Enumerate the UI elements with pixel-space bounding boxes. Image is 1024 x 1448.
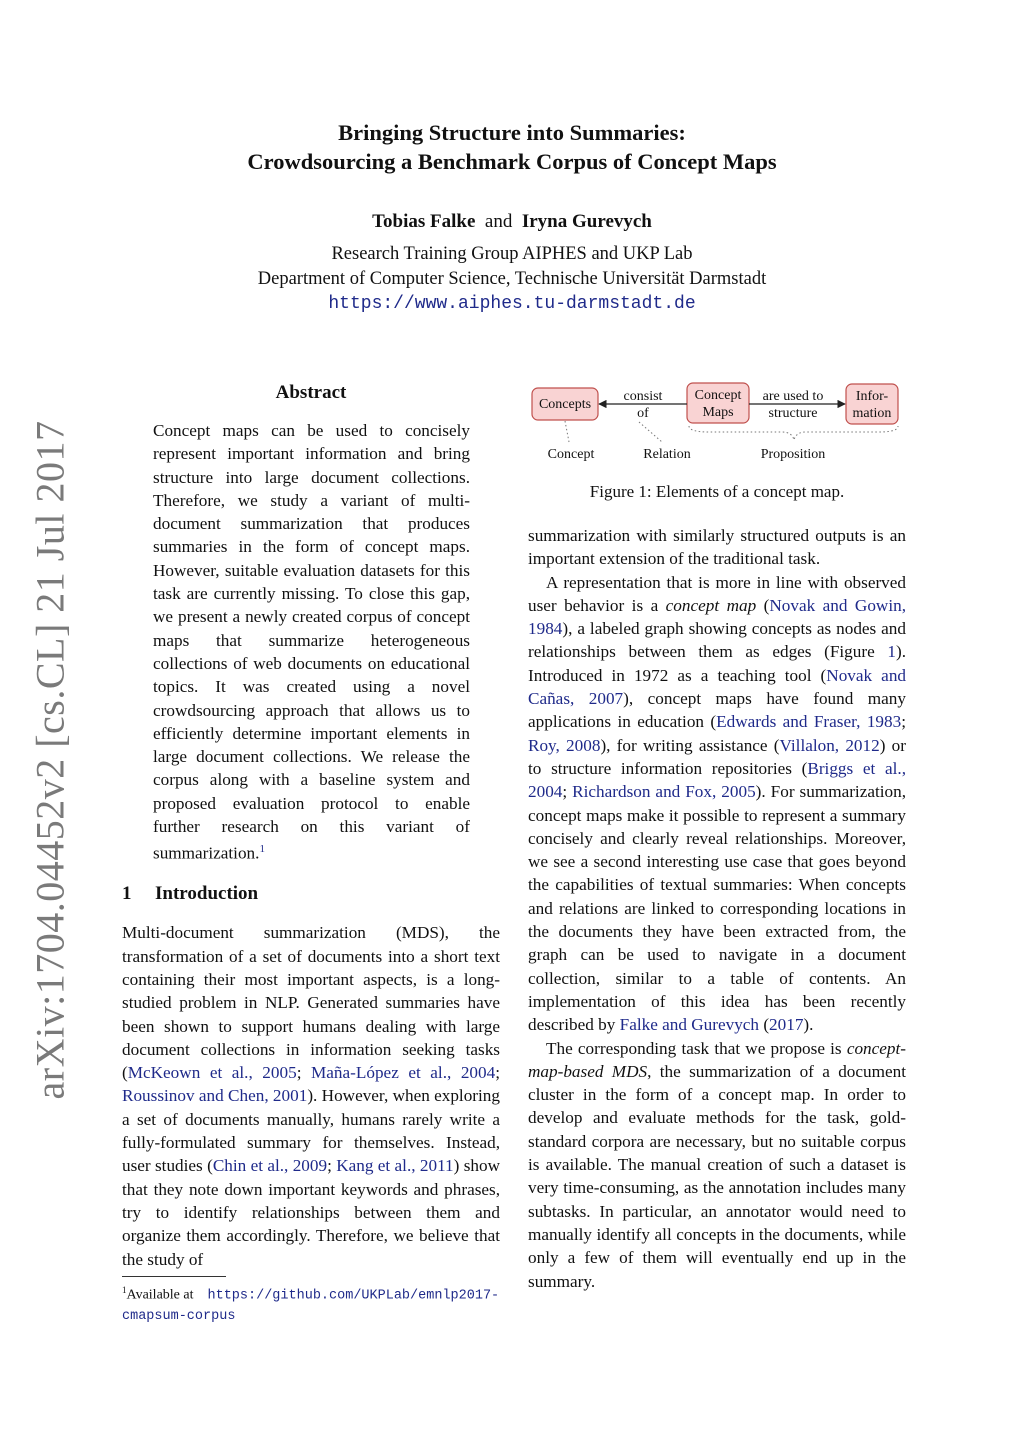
footnote-1-mark[interactable]: 1 <box>259 843 265 856</box>
text-span: A representation that is more in line with observed user behavior is a <box>528 572 906 615</box>
text-span: ; <box>327 1156 337 1176</box>
text-span: ). <box>803 1015 814 1035</box>
citation-kang-2011[interactable]: Kang et al., 2011 <box>336 1156 454 1176</box>
intro-paragraph-1 <box>122 921 500 1270</box>
affiliation-line-1: Research Training Group AIPHES and UKP Lab <box>331 244 693 264</box>
right-paragraph-1: summarization with similarly structured outputs is an important extension of the traditional task. <box>528 526 906 569</box>
section-number: 1 <box>122 883 132 905</box>
text-span: The corresponding task that we propose is <box>546 1038 847 1058</box>
author-falke: Tobias Falke <box>372 211 476 232</box>
pointer-concept <box>565 421 569 442</box>
node-maps-label-1: Concept <box>694 388 742 403</box>
text-span: ), for writing assistance ( <box>600 735 780 755</box>
text-span: ) show that they note down important keywords and phrases, try to identify relationships between them and organize them accordingly. Therefore, we believe that the study of <box>122 1156 501 1269</box>
affiliation <box>0 242 1024 317</box>
authors-and: and <box>484 211 513 232</box>
citation-chin-2009[interactable]: Chin et al., 2009 <box>212 1156 328 1176</box>
text-span: ( <box>759 1015 770 1035</box>
section-heading-introduction <box>122 883 500 905</box>
node-info-label-2: mation <box>852 406 892 421</box>
authors <box>0 211 1024 233</box>
label-concept: Concept <box>547 447 595 462</box>
text-span: ). Introduced in 1972 as a teaching tool ( <box>528 642 906 685</box>
citation-year-2017[interactable]: 2017 <box>769 1015 804 1035</box>
citation-roy-2008[interactable]: Roy, 2008 <box>528 735 601 755</box>
text-span: ) or to structure information repositories ( <box>528 735 906 778</box>
footnote <box>122 1281 500 1326</box>
text-span: ; <box>562 782 573 802</box>
footnote-url-link[interactable]: https://github.com/UKPLab/emnlp2017-cmapsum-corpus <box>122 1288 500 1324</box>
edge-used-label-2: structure <box>768 406 818 421</box>
right-column <box>528 524 906 1293</box>
affiliation-url-link[interactable]: https://www.aiphes.tu-darmstadt.de <box>328 294 696 314</box>
citation-novak-gowin-1984[interactable]: Novak and Gowin, 1984 <box>528 595 906 639</box>
figure-1-reference[interactable]: 1 <box>887 642 896 662</box>
abstract-heading: Abstract <box>275 382 347 403</box>
proposition-brace <box>689 426 898 440</box>
section-title: Introduction <box>155 883 259 905</box>
abstract-body <box>153 419 470 865</box>
citation-mckeown-2005[interactable]: McKeown et al., 2005 <box>127 1063 297 1083</box>
text-span: ; <box>296 1063 312 1083</box>
text-span: ( <box>756 595 770 615</box>
left-column <box>122 382 500 1271</box>
term-cmap-mds: concept-map-based MDS <box>528 1038 906 1081</box>
citation-briggs-2004[interactable]: Briggs et al., 2004 <box>528 758 906 802</box>
node-concepts-label: Concepts <box>538 397 592 412</box>
label-proposition: Proposition <box>760 447 826 462</box>
text-span: ; <box>495 1063 500 1083</box>
citation-roussinov-2001[interactable]: Roussinov and Chen, 2001 <box>122 1086 308 1106</box>
arxiv-stamp: arXiv:1704.04452v2 [cs.CL] 21 Jul 2017 <box>27 420 73 1100</box>
citation-novak-canas-2007[interactable]: Novak and Cañas, 2007 <box>528 665 907 709</box>
text-span: Multi-document summarization (MDS), the transformation of a set of documents into a short text containing their most important aspects, is a long-studied problem in NLP. Generated summaries have been shown to support humans dealing with large document collections in information seeking tasks ( <box>122 923 500 1083</box>
citation-villalon-2012[interactable]: Villalon, 2012 <box>779 735 880 755</box>
term-concept-map: concept map <box>665 595 757 615</box>
pointer-relation <box>639 422 662 442</box>
abstract-text: Concept maps can be used to concisely represent important information and bring structure into large document collections. Therefore, we study a variant of multi-document summarization that produces summaries in the form of concept maps. However, suitable evaluation datasets for this task are currently missing. To close this gap, we present a newly created corpus of concept maps that summarize heterogeneous collections of web documents on educational topics. It was created using a novel crowdsourcing approach that allows us to efficiently determine important elements in large document collections. We release the corpus along with a baseline system and proposed evaluation protocol to enable further research on this variant of summarization. <box>153 421 470 864</box>
affiliation-line-2: Department of Computer Science, Technische Universität Darmstadt <box>257 268 767 289</box>
footnote-rule <box>122 1276 226 1277</box>
right-paragraph-2 <box>528 571 906 1037</box>
footnote-mark: 1 <box>122 1285 127 1295</box>
figure-caption: Figure 1: Elements of a concept map. <box>589 482 845 501</box>
citation-edwards-fraser-1983[interactable]: Edwards and Fraser, 1983 <box>716 712 902 732</box>
citation-richardson-fox-2005[interactable]: Richardson and Fox, 2005 <box>572 782 756 802</box>
text-span: ; <box>901 712 906 732</box>
citation-mana-lopez-2004[interactable]: Maña-López et al., 2004 <box>311 1063 496 1083</box>
node-maps-label-2: Maps <box>702 405 734 420</box>
edge-consist-label-1: consist <box>623 389 663 404</box>
text-span: ). However, when exploring a set of documents manually, humans rarely write a fully-formulated summary for themselves. Instead, user studies ( <box>122 1086 500 1176</box>
text-span: ). For summarization, concept maps make it possible to represent a summary concisely and clearly reveal relationships. Moreover, we see a second interesting use case that goes beyond the capabilities of textual summaries: When concepts and relations are linked to corresponding locations in the documents they have been extracted from, the graph can be used to navigate in a document collection, similar to a table of contents. An implementation of this idea has been recently described by <box>528 782 906 1035</box>
title-line-1: Bringing Structure into Summaries: <box>338 120 686 145</box>
right-paragraph-3 <box>528 1037 906 1293</box>
text-span: ), concept maps have found many applications in education ( <box>528 689 906 732</box>
title-line-2: Crowdsourcing a Benchmark Corpus of Concept Maps <box>247 149 777 174</box>
citation-falke-gurevych[interactable]: Falke and Gurevych <box>619 1015 760 1035</box>
text-span: ), a labeled graph showing concepts as nodes and relationships between them as edges (Figure <box>528 619 906 662</box>
edge-used-label-1: are used to <box>762 389 824 404</box>
edge-consist-label-2: of <box>637 406 649 421</box>
text-span: , the summarization of a document cluster in the form of a concept map. In order to develop and evaluate methods for the task, gold-standard corpora are necessary, but no suitable corpus is available. The manual creation of such a dataset is very time-consuming, as the annotation includes many subtasks. In particular, an annotator would need to manually identify all concepts in the documents, while only a few of them will eventually end up in the summary. <box>528 1061 906 1291</box>
footnote-text: Available at <box>126 1287 194 1303</box>
label-relation: Relation <box>643 447 691 462</box>
paper-title <box>0 118 1024 176</box>
node-info-label-1: Infor- <box>855 389 889 404</box>
author-gurevych: Iryna Gurevych <box>521 211 652 232</box>
